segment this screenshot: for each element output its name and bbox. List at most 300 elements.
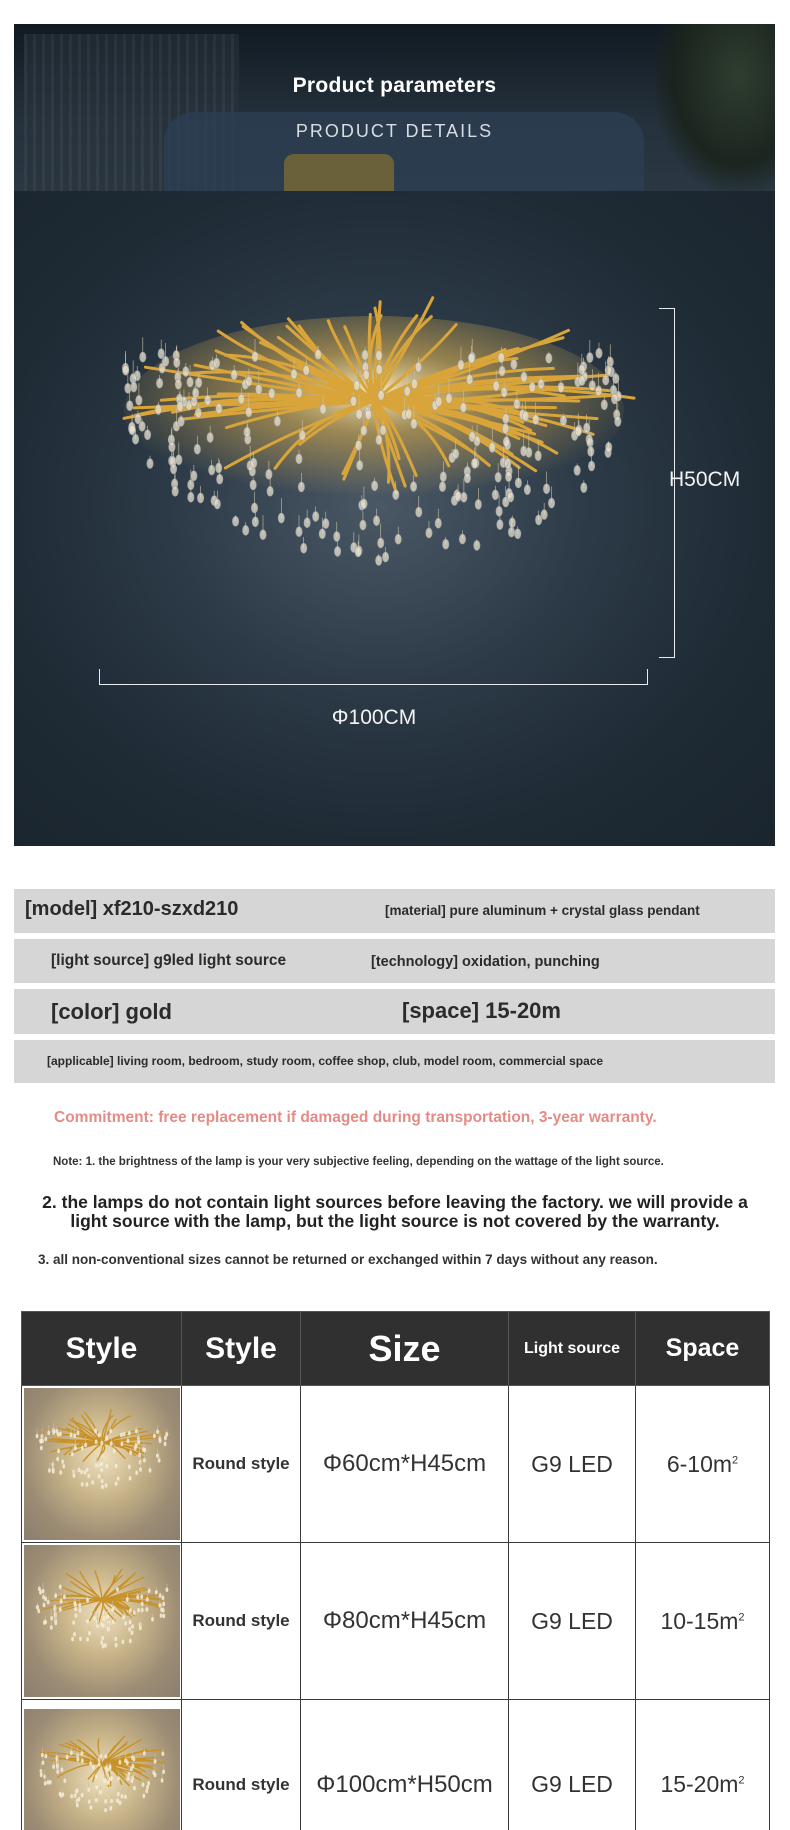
crystal-drop	[154, 1772, 157, 1777]
crystal-drop	[529, 382, 535, 392]
crystal-drop	[411, 379, 417, 389]
crystal-drop	[161, 1778, 164, 1783]
crystal-drop	[466, 375, 472, 385]
spec-row-applicable	[14, 1040, 775, 1083]
header-space: Space	[636, 1312, 770, 1386]
crystal-drop	[435, 518, 441, 528]
crystal-drop	[140, 1595, 143, 1600]
crystal-drop	[78, 1603, 81, 1608]
crystal-drop	[125, 383, 131, 393]
crystal-drop	[252, 517, 258, 527]
crystal-drop	[87, 1473, 90, 1478]
commitment-text: Commitment: free replacement if damaged during transportation, 3-year warranty.	[54, 1109, 657, 1126]
crystal-drop	[89, 1805, 92, 1810]
crystal-drop	[469, 432, 475, 442]
crystal-drop	[300, 543, 306, 553]
product-hero	[14, 24, 775, 846]
height-label: H50CM	[669, 468, 741, 491]
crystal-drop	[74, 1793, 77, 1798]
crystal-drop	[124, 1758, 127, 1763]
crystal-drop	[52, 1764, 55, 1769]
crystal-drop	[575, 426, 581, 436]
crystal-drop	[94, 1429, 97, 1434]
crystal-drop	[354, 381, 360, 391]
crystal-drop	[443, 539, 449, 549]
crystal-drop	[452, 449, 458, 459]
row-light-source: G9 LED	[509, 1386, 636, 1543]
crystal-drop	[76, 1788, 79, 1793]
note-2: 2. the lamps do not contain light sources before leaving the factory. we will provide a light source with the lamp, but the light source is not covered by the warranty.	[42, 1192, 748, 1231]
crystal-drop	[242, 525, 248, 535]
crystal-drop	[503, 437, 509, 447]
crystal-drop	[535, 451, 541, 461]
row-size: Φ100cm*H50cm	[301, 1700, 509, 1830]
crystal-drop	[79, 1637, 82, 1642]
row-image-cell	[22, 1543, 182, 1700]
crystal-drop	[266, 469, 272, 479]
crystal-drop	[498, 353, 504, 363]
crystal-drop	[502, 424, 508, 434]
crystal-drop	[207, 432, 213, 442]
crystal-drop	[81, 1758, 84, 1763]
crystal-drop	[127, 1439, 130, 1444]
crystal-drop	[172, 486, 178, 496]
crystal-drop	[355, 547, 361, 557]
product-thumbnail	[24, 1388, 180, 1540]
crystal-drop	[95, 1797, 98, 1802]
crystal-drop	[107, 1780, 110, 1785]
crystal-drop	[80, 1470, 83, 1475]
crystal-drop	[363, 370, 369, 380]
crystal-drop	[177, 401, 183, 411]
crystal-drop	[267, 486, 273, 496]
crystal-drop	[378, 538, 384, 548]
crystal-drop	[509, 518, 515, 528]
row-space-value: 6-10m	[666, 1450, 733, 1477]
crystal-drop	[296, 454, 302, 464]
crystal-drop	[205, 395, 211, 405]
crystal-drop	[55, 1429, 58, 1434]
crystal-drop	[81, 1482, 84, 1487]
crystal-drop	[460, 403, 466, 413]
crystal-drop	[361, 426, 367, 436]
crystal-drop	[216, 404, 222, 414]
crystal-drop	[54, 1621, 57, 1626]
product-thumbnail	[24, 1709, 180, 1830]
crystal-drop	[217, 474, 223, 484]
crystal-drop	[165, 1587, 168, 1592]
crystal-drop	[115, 1643, 118, 1648]
product-image-area	[14, 191, 775, 846]
crystal-drop	[129, 1476, 132, 1481]
crystal-drop	[380, 425, 386, 435]
crystal-drop	[107, 1627, 110, 1632]
crystal-drop	[135, 1443, 138, 1448]
crystal-drop	[132, 1763, 135, 1768]
crystal-drop	[44, 1781, 47, 1786]
crystal-drop	[495, 472, 501, 482]
crystal-drop	[382, 552, 388, 562]
crystal-drop	[100, 1462, 103, 1467]
crystal-drop	[146, 1597, 149, 1602]
crystal-drop	[42, 1589, 45, 1594]
crystal-drop	[231, 370, 237, 380]
crystal-drop	[140, 352, 146, 362]
crystal-drop	[475, 499, 481, 509]
crystal-drop	[543, 484, 549, 494]
spec-light-source: [light source] g9led light source	[51, 952, 287, 969]
crystal-drop	[73, 1601, 76, 1606]
crystal-drop	[110, 1441, 113, 1446]
crystal-drop	[44, 1753, 47, 1758]
crystal-drop	[436, 397, 442, 407]
crystal-drop	[274, 416, 280, 426]
crystal-drop	[145, 1788, 148, 1793]
crystal-drop	[41, 1434, 44, 1439]
row-space-unit: 2	[732, 1453, 739, 1466]
crystal-drop	[158, 1603, 161, 1608]
crystal-drop	[169, 442, 175, 452]
crystal-drop	[507, 492, 513, 502]
crystal-drop	[298, 482, 304, 492]
crystal-drop	[127, 401, 133, 411]
crystal-drop	[73, 1632, 76, 1637]
crystal-drop	[191, 471, 197, 481]
crystal-drop	[587, 353, 593, 363]
crystal-drop	[505, 472, 511, 482]
crystal-drop	[323, 519, 329, 529]
crystal-drop	[43, 1603, 46, 1608]
crystal-drop	[116, 1798, 119, 1803]
crystal-drop	[101, 1636, 104, 1641]
crystal-drop	[128, 1465, 131, 1470]
crystal-drop	[121, 1794, 124, 1799]
crystal-drop	[103, 1778, 106, 1783]
crystal-drop	[541, 510, 547, 520]
spec-material: [material] pure aluminum + crystal glass pendant	[385, 903, 700, 918]
crystal-drop	[155, 1590, 158, 1595]
crystal-drop	[546, 353, 552, 363]
crystal-drop	[497, 520, 503, 530]
crystal-drop	[474, 540, 480, 550]
crystal-drop	[141, 1608, 144, 1613]
crystal-drop	[135, 1429, 138, 1434]
crystal-drop	[209, 465, 215, 475]
crystal-drop	[415, 362, 421, 372]
crystal-drop	[74, 1445, 77, 1450]
crystal-drop	[122, 1615, 125, 1620]
plant-decoration	[655, 24, 775, 191]
crystal-drop	[395, 534, 401, 544]
crystal-drop	[194, 444, 200, 454]
crystal-drop	[44, 1437, 47, 1442]
crystal-drop	[139, 1460, 142, 1465]
crystal-drop	[535, 515, 541, 525]
crystal-drop	[269, 388, 275, 398]
crystal-drop	[76, 1757, 79, 1762]
crystal-drop	[117, 1476, 120, 1481]
crystal-drop	[135, 1470, 138, 1475]
crystal-drop	[91, 1480, 94, 1485]
crystal-drop	[147, 459, 153, 469]
crystal-drop	[164, 1436, 167, 1441]
crystal-drop	[581, 483, 587, 493]
crystal-drop	[406, 409, 412, 419]
thumbnail-chandelier	[24, 1545, 180, 1697]
crystal-drop	[86, 1637, 89, 1642]
crystal-drop	[101, 1479, 104, 1484]
crystal-drop	[101, 1484, 104, 1489]
crystal-drop	[393, 490, 399, 500]
crystal-drop	[579, 376, 585, 386]
crystal-drop	[117, 1776, 120, 1781]
crystal-drop	[455, 491, 461, 501]
crystal-drop	[156, 378, 162, 388]
cushion-decoration	[284, 154, 394, 191]
header-style-image: Style	[22, 1312, 182, 1386]
crystal-drop	[76, 1802, 79, 1807]
crystal-drop	[560, 416, 566, 426]
crystal-drop	[446, 393, 452, 403]
crystal-drop	[587, 437, 593, 447]
crystal-drop	[70, 1793, 73, 1798]
crystal-drop	[104, 1807, 107, 1812]
row-space-value: 10-15m	[660, 1607, 739, 1634]
crystal-drop	[410, 482, 416, 492]
crystal-drop	[109, 1765, 112, 1770]
crystal-drop	[492, 490, 498, 500]
crystal-drop	[60, 1793, 63, 1798]
crystal-drop	[256, 384, 262, 394]
crystal-drop	[371, 481, 377, 491]
crystal-drop	[95, 1440, 98, 1445]
crystal-drop	[52, 1469, 55, 1474]
crystal-drop	[123, 365, 129, 375]
crystal-drop	[124, 1794, 127, 1799]
crystal-drop	[103, 1616, 106, 1621]
crystal-drop	[299, 430, 305, 440]
crystal-drop	[499, 366, 505, 376]
crystal-drop	[588, 446, 594, 456]
crystal-drop	[136, 1595, 139, 1600]
row-image-cell	[22, 1700, 182, 1830]
crystal-drop	[176, 455, 182, 465]
crystal-drop	[123, 1432, 126, 1437]
crystal-drop	[156, 1430, 159, 1435]
crystal-drop	[100, 1468, 103, 1473]
crystal-drop	[128, 1627, 131, 1632]
crystal-drop	[496, 506, 502, 516]
table-row	[22, 1700, 770, 1830]
crystal-drop	[515, 478, 521, 488]
crystal-drop	[110, 1798, 113, 1803]
crystal-drop	[74, 1607, 77, 1612]
crystal-drop	[129, 425, 135, 435]
table-row	[22, 1386, 770, 1543]
crystal-drop	[98, 1474, 101, 1479]
crystal-drop	[105, 1436, 108, 1441]
note-1: Note: 1. the brightness of the lamp is your very subjective feeling, depending on the wattage of the light source.	[53, 1156, 664, 1168]
crystal-drop	[138, 1453, 141, 1458]
crystal-drop	[95, 1784, 98, 1789]
crystal-drop	[589, 381, 595, 391]
crystal-drop	[159, 1439, 162, 1444]
crystal-drop	[66, 1754, 69, 1759]
crystal-drop	[77, 1797, 80, 1802]
crystal-drop	[278, 513, 284, 523]
crystal-drop	[130, 1631, 133, 1636]
crystal-drop	[128, 1431, 131, 1436]
crystal-drop	[376, 350, 382, 360]
crystal-drop	[501, 387, 507, 397]
row-size: Φ80cm*H45cm	[301, 1543, 509, 1700]
crystal-drop	[522, 411, 528, 421]
crystal-drop	[87, 1787, 90, 1792]
crystal-drop	[41, 1439, 44, 1444]
crystal-drop	[188, 492, 194, 502]
crystal-drop	[610, 385, 616, 395]
chandelier-image	[94, 291, 654, 651]
spec-row-model	[14, 889, 775, 933]
crystal-drop	[88, 1799, 91, 1804]
row-space-value: 15-20m	[660, 1771, 739, 1797]
crystal-drop	[153, 1434, 156, 1439]
row-style: Round style	[182, 1543, 301, 1700]
crystal-drop	[120, 1442, 123, 1447]
row-style: Round style	[182, 1386, 301, 1543]
crystal-drop	[195, 408, 201, 418]
crystal-drop	[70, 1433, 73, 1438]
crystal-drop	[144, 430, 150, 440]
width-dimension-line	[99, 669, 648, 685]
crystal-drop	[404, 386, 410, 396]
crystal-drop	[59, 1585, 62, 1590]
crystal-drop	[109, 1776, 112, 1781]
crystal-drop	[56, 1457, 59, 1462]
crystal-drop	[127, 1771, 130, 1776]
crystal-drop	[104, 1643, 107, 1648]
hero-banner	[14, 24, 775, 191]
spec-row-color	[14, 989, 775, 1034]
header-style: Style	[182, 1312, 301, 1386]
crystal-drop	[162, 1769, 165, 1774]
crystal-drop	[73, 1434, 76, 1439]
crystal-drop	[59, 1470, 62, 1475]
crystal-drop	[246, 376, 252, 386]
crystal-drop	[521, 446, 527, 456]
crystal-drop	[71, 1637, 74, 1642]
crystal-drop	[36, 1434, 39, 1439]
crystal-drop	[75, 1613, 78, 1618]
crystal-drop	[86, 1619, 89, 1624]
crystal-drop	[95, 1774, 98, 1779]
crystal-drop	[515, 529, 521, 539]
crystal-drop	[127, 1776, 130, 1781]
crystal-drop	[120, 1433, 123, 1438]
crystal-drop	[538, 379, 544, 389]
crystal-drop	[411, 419, 417, 429]
crystal-drop	[118, 1760, 121, 1765]
crystal-drop	[145, 1607, 148, 1612]
crystal-drop	[251, 458, 257, 468]
row-space-unit: 2	[738, 1774, 745, 1787]
section-subtitle: PRODUCT DETAILS	[295, 121, 494, 141]
crystal-drop	[197, 493, 203, 503]
crystal-drop	[440, 472, 446, 482]
section-title: Product parameters	[292, 74, 497, 97]
crystal-drop	[139, 1467, 142, 1472]
crystal-drop	[159, 1593, 162, 1598]
row-space	[636, 1543, 770, 1700]
crystal-drop	[187, 377, 193, 387]
crystal-drop	[162, 1596, 165, 1601]
crystal-drop	[47, 1431, 50, 1436]
width-label: Φ100CM	[331, 706, 417, 729]
crystal-drop	[356, 460, 362, 470]
crystal-drop	[89, 1761, 92, 1766]
spec-space: [space] 15-20m	[402, 998, 561, 1023]
crystal-drop	[104, 1799, 107, 1804]
crystal-drop	[47, 1600, 50, 1605]
crystal-drop	[439, 482, 445, 492]
crystal-drop	[50, 1616, 53, 1621]
crystal-drop	[107, 1621, 110, 1626]
crystal-drop	[291, 369, 297, 379]
crystal-drop	[489, 442, 495, 452]
spec-technology: [technology] oxidation, punching	[371, 954, 600, 970]
spec-row-light	[14, 939, 775, 983]
crystal-drop	[100, 1622, 103, 1627]
crystal-drop	[461, 492, 467, 502]
crystal-drop	[41, 1752, 44, 1757]
crystal-drop	[524, 485, 530, 495]
spec-applicable: [applicable] living room, bedroom, study room, coffee shop, club, model room, commercial space	[47, 1054, 604, 1068]
crystal-drop	[105, 1765, 108, 1770]
crystal-drop	[86, 1467, 89, 1472]
crystal-drop	[40, 1446, 43, 1451]
crystal-drop	[319, 529, 325, 539]
crystal-drop	[73, 1473, 76, 1478]
crystal-drop	[162, 1602, 165, 1607]
crystal-drop	[596, 348, 602, 358]
note-3: 3. all non-conventional sizes cannot be returned or exchanged within 7 days without any reason.	[38, 1252, 658, 1267]
crystal-drop	[129, 1608, 132, 1613]
table-header-row	[22, 1312, 770, 1386]
chandelier-branch	[95, 1571, 102, 1600]
crystal-drop	[151, 1617, 154, 1622]
crystal-drop	[160, 1607, 163, 1612]
crystal-drop	[43, 1774, 46, 1779]
crystal-drop	[109, 1805, 112, 1810]
crystal-drop	[196, 378, 202, 388]
crystal-drop	[334, 546, 340, 556]
crystal-drop	[133, 1610, 136, 1615]
crystal-drop	[77, 1431, 80, 1436]
crystal-drop	[493, 381, 499, 391]
thumbnail-chandelier	[24, 1709, 180, 1830]
crystal-drop	[63, 1778, 66, 1783]
crystal-drop	[98, 1432, 101, 1437]
row-light-source: G9 LED	[509, 1700, 636, 1830]
crystal-drop	[511, 359, 517, 369]
crystal-drop	[95, 1463, 98, 1468]
crystal-drop	[162, 356, 168, 366]
crystal-drop	[603, 375, 609, 385]
crystal-drop	[88, 1631, 91, 1636]
crystal-drop	[142, 1447, 145, 1452]
crystal-drop	[105, 1483, 108, 1488]
crystal-drop	[100, 1441, 103, 1446]
